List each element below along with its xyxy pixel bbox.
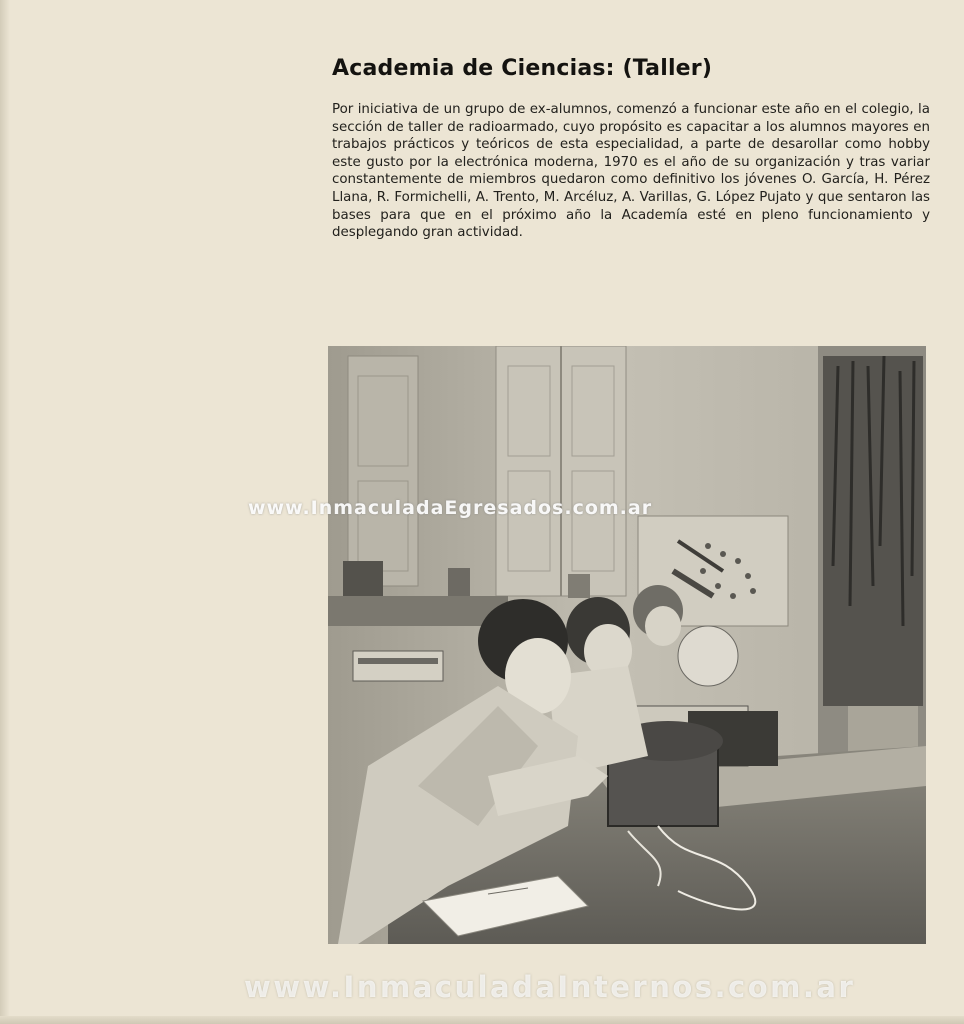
page-edge: [0, 0, 10, 1024]
article-body: Por iniciativa de un grupo de ex-alumnos, comenzó a funcionar este año en el colegio, la sección de taller de radioarmado, cuyo propósito es capacitar a los alumnos mayores en trabajos prácticos y teóricos de esta especialidad, a parte de desarollar como hobby este gusto por la electrónica moderna, 1970 es el año de su organización y tras variar constantemente de miembros quedaron como definitivo los jóvenes O. García, H. Pérez Llana, R. Formichelli, A. Trento, M. Arcéluz, A. Varillas, G. López Pujato y que sentaron las bases para que en el próximo año la Academía esté en pleno funcionamiento y desplegando gran actividad.: [332, 102, 930, 241]
article-title: Academia de Ciencias: (Taller): [332, 56, 713, 81]
bottom-edge: [0, 1016, 964, 1024]
workshop-photo-illustration: [328, 346, 926, 944]
footer-watermark: www.InmaculadaInternos.com.ar: [244, 970, 856, 1004]
photo-watermark: www.InmaculadaEgresados.com.ar: [248, 497, 653, 519]
workshop-photo: [328, 346, 926, 944]
